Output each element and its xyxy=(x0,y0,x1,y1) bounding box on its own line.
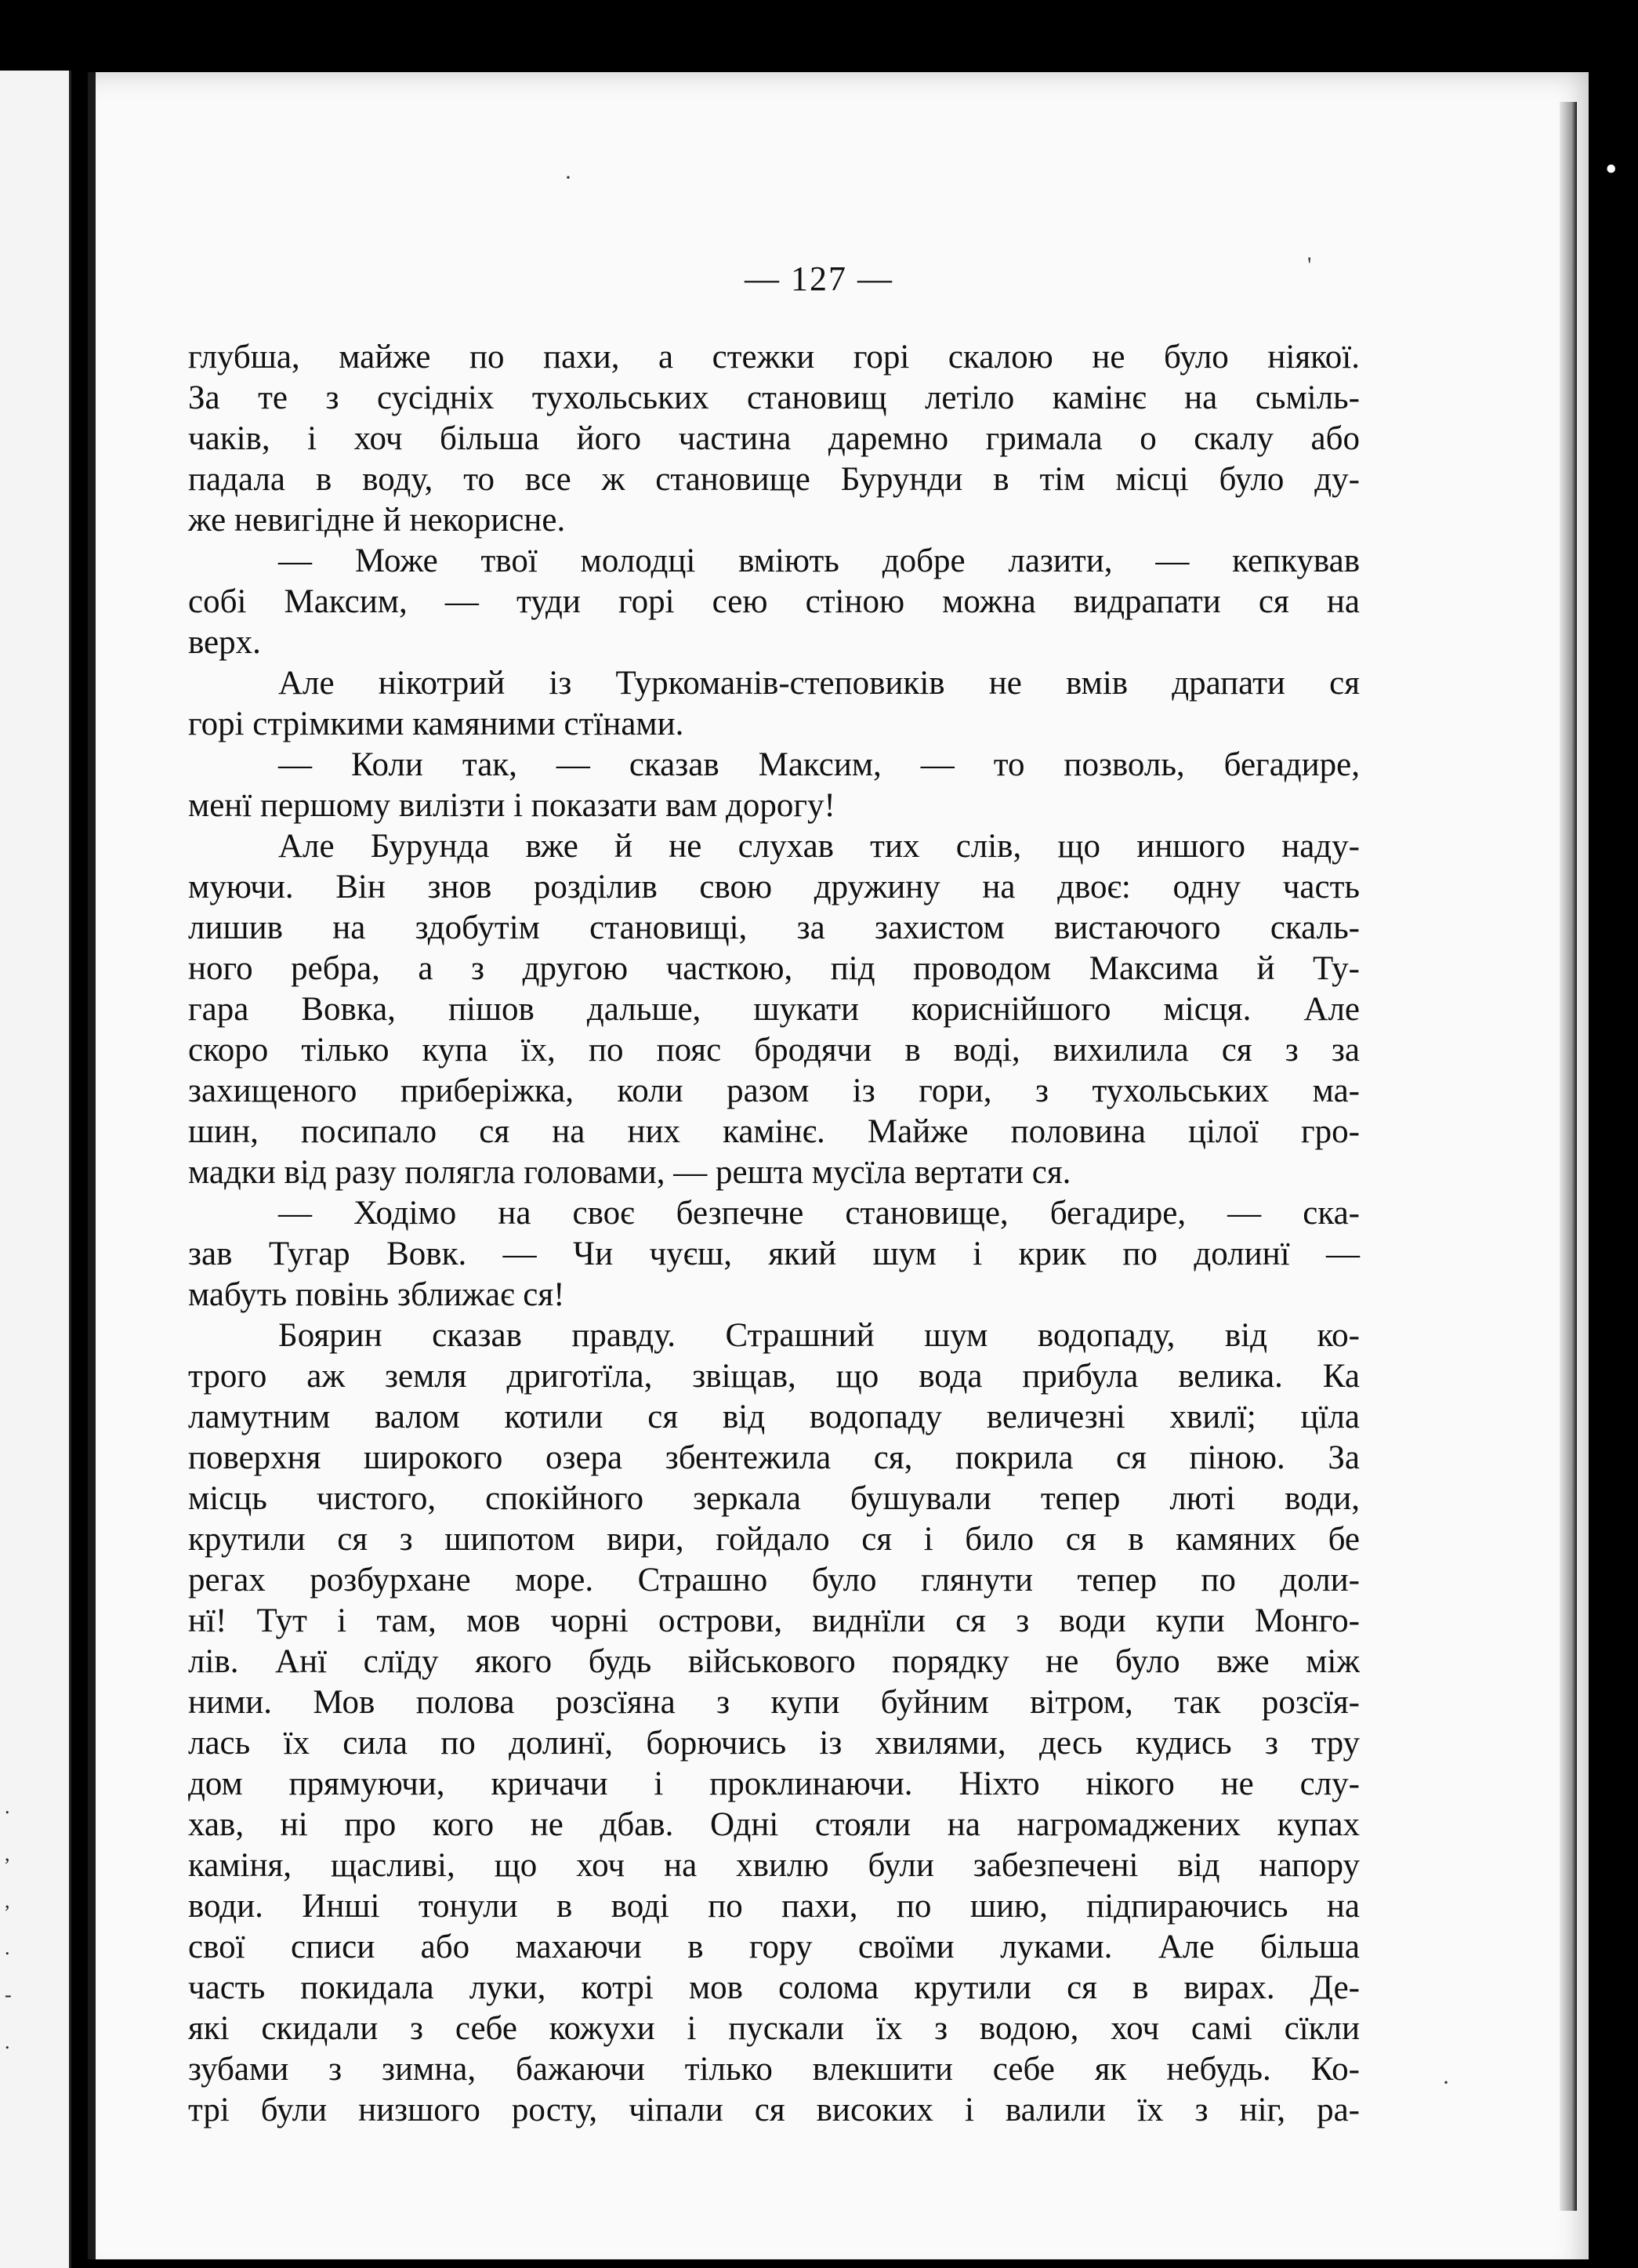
text-line: зав Тугар Вовк. — Чи чуєш, який шум і крик по долинї — xyxy=(188,1236,1360,1272)
text-line: місць чистого, спокійного зеркала бушували тепер люті води, xyxy=(188,1480,1360,1517)
body-text xyxy=(188,337,1360,2131)
text-line: ламутним валом котили ся від водопаду величезні хвилї; цїла xyxy=(188,1399,1360,1435)
text-line: — Може твої молодці вміють добре лазити, — кепкував xyxy=(278,543,1360,579)
text-line: хав, ні про кого не дбав. Одні стояли на нагромаджених купах xyxy=(188,1806,1360,1843)
page-right-edge xyxy=(1560,102,1577,2211)
text-line: поверхня широкого озера збентежила ся, покрила ся піною. За xyxy=(188,1439,1360,1476)
text-line: падала в воду, то все ж становище Бурунди в тім місці було ду- xyxy=(188,461,1360,498)
text-line: дом прямуючи, кричачи і проклинаючи. Ніхто нікого не слу- xyxy=(188,1765,1360,1802)
text-line: які скидали з себе кожухи і пускали їх з водою, хоч самі сїкли xyxy=(188,2010,1360,2047)
text-line: нї! Тут і там, мов чорні острови, виднїли ся з води купи Монго- xyxy=(188,1602,1360,1639)
text-line: — Коли так, — сказав Максим, — то позволь, бегадире, xyxy=(278,746,1360,783)
specks: · xyxy=(1442,2070,1450,2096)
specks: ' xyxy=(1307,252,1312,278)
text-line: гара Вовка, пішов дальше, шукати кориснійшого місця. Але xyxy=(188,991,1360,1028)
previous-page-edge xyxy=(0,71,71,2268)
text-line: глубша, майже по пахи, а стежки горі скалою не було ніякої. xyxy=(188,339,1360,376)
text-line: ними. Мов полова розсїяна з купи буйним вітром, так розсїя- xyxy=(188,1684,1360,1721)
text-line: шин, посипало ся на них камінє. Майже половина цілої гро- xyxy=(188,1113,1360,1150)
text-line: трого аж земля дриготїла, звіщав, що вода прибула велика. Ка xyxy=(188,1358,1360,1395)
text-line: води. Инші тонули в воді по пахи, по шию, підпираючись на xyxy=(188,1888,1360,1925)
text-line: же невигідне й некорисне. xyxy=(188,502,566,539)
text-line: каміня, щасливі, що хоч на хвилю були забезпечені від напору xyxy=(188,1847,1360,1884)
text-line: ного ребра, а з другою часткою, під проводом Максима й Ту- xyxy=(188,950,1360,987)
text-line: свої списи або махаючи в гору своїми луками. Але більша xyxy=(188,1929,1360,1965)
text-line: За те з сусідніх тухольських становищ летіло камінє на сьміль- xyxy=(188,379,1360,416)
text-line: мадки від разу полягла головами, — решта мусїла вертати ся. xyxy=(188,1154,1071,1191)
margin-marks: . , , . - . xyxy=(5,1795,12,2053)
specks: · xyxy=(564,165,572,191)
specks: • xyxy=(1605,150,1618,188)
text-line: лишив на здобутім становищі, за захистом вистаючого скаль- xyxy=(188,909,1360,946)
text-line: часть покидала луки, котрі мов солома крутили ся в вирах. Де- xyxy=(188,1969,1360,2006)
text-line: мабуть повінь зближає ся! xyxy=(188,1276,565,1313)
text-line: горі стрімкими камяними стїнами. xyxy=(188,706,684,742)
text-line: собі Максим, — туди горі сею стіною можна видрапати ся на xyxy=(188,583,1360,620)
text-line: менї першому вилізти і показати вам дорогу! xyxy=(188,787,835,824)
page-number: — 127 — xyxy=(745,259,893,298)
text-line: трі були низшого росту, чіпали ся високих і валили їх з ніг, ра- xyxy=(188,2092,1360,2128)
text-line: Але Бурунда вже й не слухав тих слів, що иншого наду- xyxy=(278,828,1360,865)
text-line: верх. xyxy=(188,624,261,661)
text-line: — Ходімо на своє безпечне становище, бегадире, — ска- xyxy=(278,1195,1360,1232)
text-line: лів. Анї слїду якого будь військового порядку не було вже між xyxy=(188,1643,1360,1680)
text-line: захищеного приберіжка, коли разом із гори, з тухольських ма- xyxy=(188,1072,1360,1109)
text-line: чаків, і хоч більша його частина даремно гримала о скалу або xyxy=(188,420,1360,457)
text-line: зубами з зимна, бажаючи тілько влекшити себе як небудь. Ко- xyxy=(188,2051,1360,2088)
text-line: Але нікотрий із Туркоманів-степовиків не вмів драпати ся xyxy=(278,665,1360,702)
text-line: регах розбурхане море. Страшно було глянути тепер по доли- xyxy=(188,1562,1360,1598)
text-line: Боярин сказав правду. Страшний шум водопаду, від ко- xyxy=(278,1317,1360,1354)
text-line: муючи. Він знов розділив свою дружину на двоє: одну часть xyxy=(188,869,1360,905)
text-line: лась їх сила по долинї, борючись із хвилями, десь кудись з тру xyxy=(188,1725,1360,1762)
text-line: крутили ся з шипотом вири, гойдало ся і било ся в камяних бе xyxy=(188,1521,1360,1558)
text-line: скоро тілько купа їх, по пояс бродячи в воді, вихилила ся з за xyxy=(188,1032,1360,1069)
